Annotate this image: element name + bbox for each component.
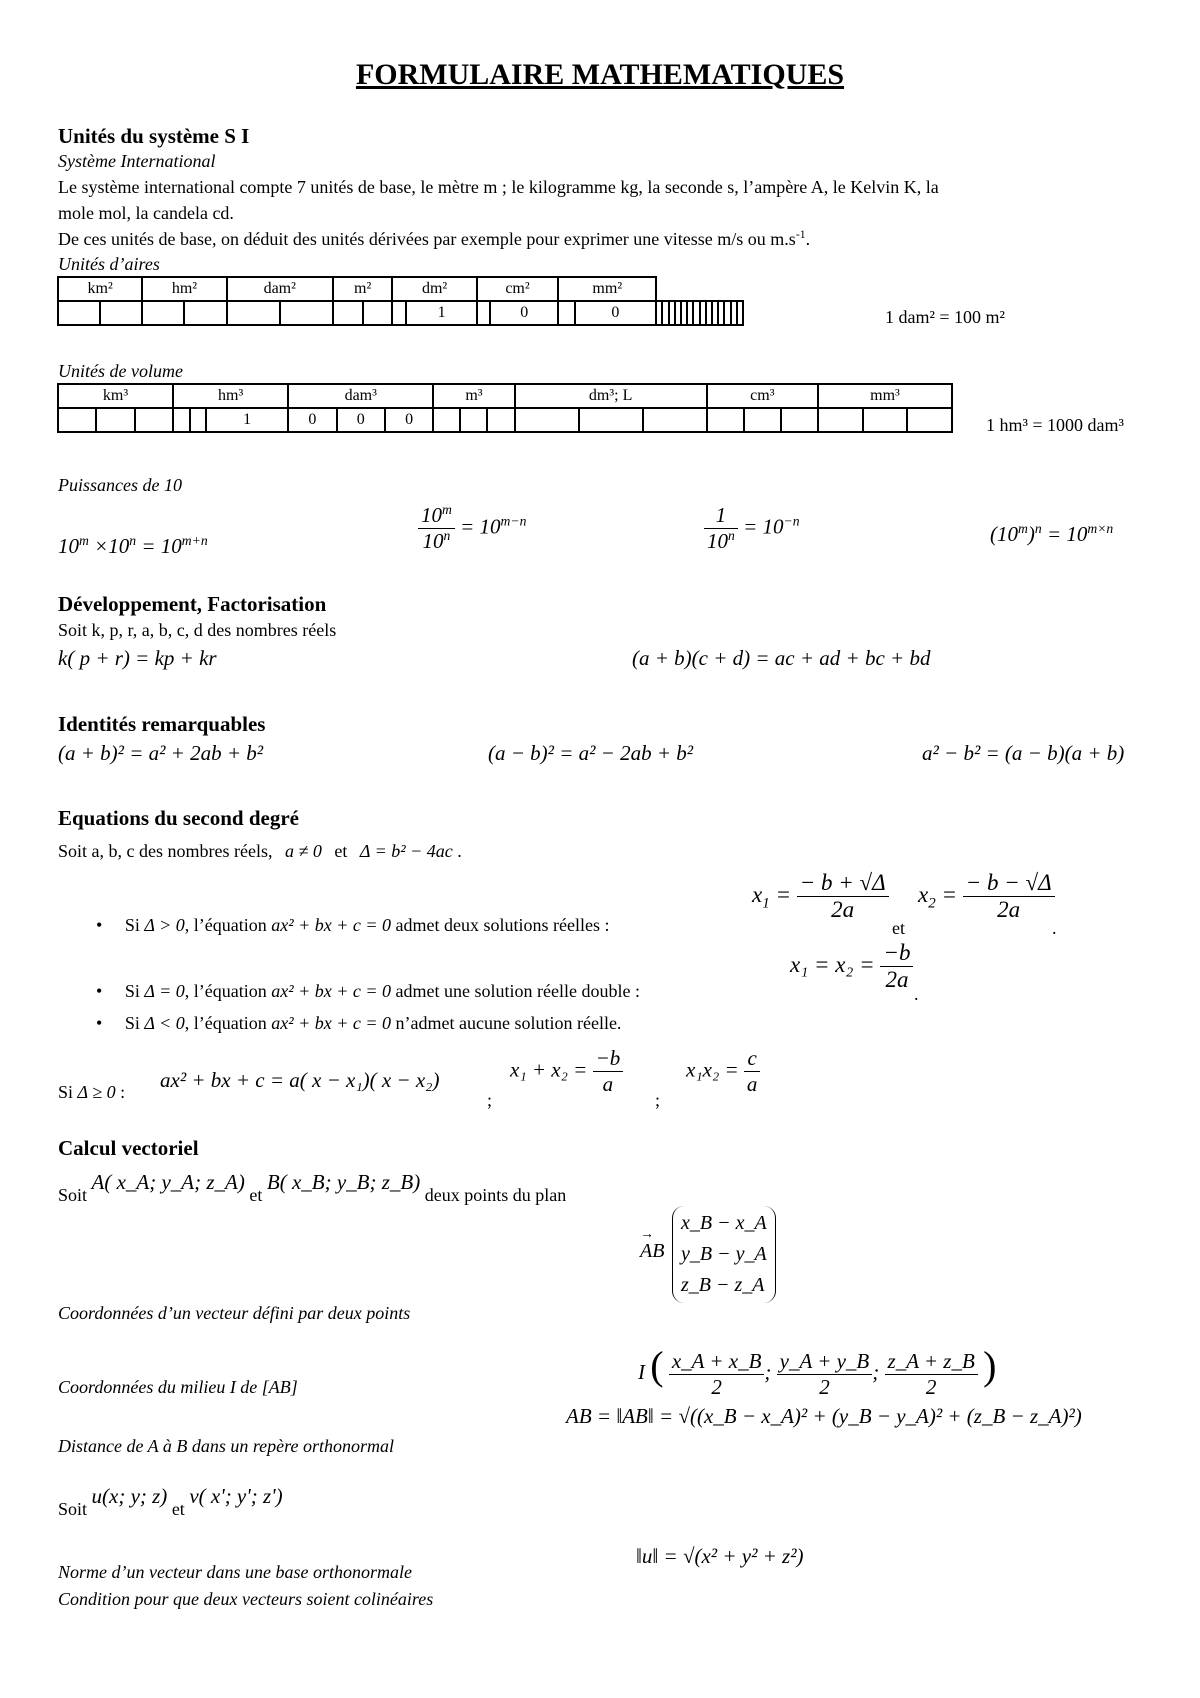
volume-digit-cell xyxy=(515,408,579,432)
volume-digit-cell xyxy=(863,408,908,432)
development-formula-1: k( p + r) = kp + kr xyxy=(58,646,217,670)
area-units-table xyxy=(57,276,744,326)
volume-header-cell: km³ xyxy=(58,384,173,408)
section-heading-development: Développement, Factorisation xyxy=(58,592,327,616)
sum-of-roots: x₁ + x₂ = $\frac{-b}{a}$ xyxy=(510,1046,623,1097)
area-digit-cell xyxy=(100,301,142,325)
identity-formula-1: (a + b)² = a² + 2ab + b² xyxy=(58,741,264,765)
volume-digit-cell xyxy=(579,408,643,432)
distance-label: Distance de A à B dans un repère orthonormal xyxy=(58,1436,394,1456)
section-heading-identities: Identités remarquables xyxy=(58,712,266,736)
si-paragraph-derived: De ces unités de base, on déduit des unités dérivées par exemple pour exprimer une vitesse m/s ou $m.s^{-1}$. xyxy=(58,228,811,249)
volume-digit-cell: 0 xyxy=(288,408,336,432)
colinear-label: Condition pour que deux vecteurs soient colinéaires xyxy=(58,1589,434,1609)
separator-2: ; xyxy=(655,1090,661,1110)
area-header-cell: dm² xyxy=(392,277,476,301)
development-formula-2: (a + b)(c + d) = ac + ad + bc + bd xyxy=(632,646,931,670)
powers-formula-product: $10^m \times 10^n = 10^{m+n}$ xyxy=(58,533,208,558)
volume-digit-cell xyxy=(135,408,173,432)
volume-digit-cell xyxy=(744,408,781,432)
volume-digit-cell: 0 xyxy=(385,408,433,432)
roots-et: et xyxy=(892,918,905,938)
product-of-roots: x₁x₂ = $\frac{c}{a}$ xyxy=(686,1046,760,1097)
volume-units-label: Unités de volume xyxy=(58,361,183,381)
area-header-cell: cm² xyxy=(477,277,559,301)
area-header-cell: dam² xyxy=(227,277,333,301)
volume-digit-cell xyxy=(643,408,707,432)
volume-digit-cell xyxy=(907,408,952,432)
area-digit-cell xyxy=(333,301,363,325)
norm-formula: ‖u‖ = √(x² + y² + z²) xyxy=(636,1544,804,1568)
area-cells-row xyxy=(58,301,743,325)
identity-formula-3: a² − b² = (a − b)(a + b) xyxy=(922,741,1125,765)
area-header-cell: mm² xyxy=(558,277,656,301)
area-digit-cell xyxy=(363,301,393,325)
area-digit-cell xyxy=(280,301,333,325)
vectors-uv-intro: Soit u(x; y; z) et v( x'; y'; z') xyxy=(58,1484,283,1519)
area-header-cell: m² xyxy=(333,277,393,301)
volume-digit-cell xyxy=(818,408,863,432)
volume-header-cell: mm³ xyxy=(818,384,952,408)
area-digit-cell: 1 xyxy=(406,301,476,325)
double-root-formula: x₁ = x₂ = $\frac{-b}{2a}$ xyxy=(790,940,913,993)
volume-digit-cell xyxy=(460,408,487,432)
si-paragraph-line2: mole mol, la candela cd. xyxy=(58,203,234,223)
double-root-dot: . xyxy=(914,984,919,1004)
separator-1: ; xyxy=(487,1090,493,1110)
root-x2-formula: $x_2$ = $\frac{- b - √\Delta}{2a}$ xyxy=(918,870,1055,923)
powers-formula-power: $(10^m)^n = 10^{m\times n}$ xyxy=(990,521,1114,546)
area-header-cell: hm² xyxy=(142,277,226,301)
area-header-cell: km² xyxy=(58,277,142,301)
volume-header-cell: m³ xyxy=(433,384,514,408)
factorized-form: ax² + bx + c = a( x − x₁)( x − x₂) xyxy=(160,1068,440,1092)
area-digit-cell xyxy=(58,301,100,325)
area-digit-cell xyxy=(184,301,226,325)
distance-formula: AB = ‖AB‖ = √((x_B − x_A)² + (y_B − y_A)² + (z_B − z_A)²) xyxy=(566,1404,1082,1428)
area-digit-cell xyxy=(227,301,280,325)
volume-digit-cell xyxy=(707,408,744,432)
volume-digit-cell xyxy=(487,408,514,432)
identity-formula-2: (a − b)² = a² − 2ab + b² xyxy=(488,741,694,765)
quadratic-bullet-3: • Si Δ < 0, l’équation ax² + bx + c = 0 n’admet aucune solution réelle. xyxy=(96,1013,622,1033)
area-digit-cell xyxy=(392,301,406,325)
powers-formula-quotient: $\frac{10^m}{10^n}$ = $10^{m-n}$ xyxy=(418,503,526,554)
si-paragraph-line1: Le système international compte 7 unités de base, le mètre m ; le kilogramme kg, la seconde s, l’ampère A, le Kelvin K, la xyxy=(58,177,939,197)
area-digit-cell xyxy=(477,301,491,325)
si-subtitle: Système International xyxy=(58,151,216,171)
area-digit-cell xyxy=(558,301,574,325)
vectors-intro: Soit A( x_A; y_A; z_A) et B( x_B; y_B; z_B) deux points du plan xyxy=(58,1170,567,1205)
volume-digit-cell xyxy=(433,408,460,432)
area-header-row xyxy=(58,277,743,301)
root-x1-formula: $x_1$ = $\frac{- b + √\Delta}{2a}$ xyxy=(752,870,889,923)
vector-ab-components: x_B − x_A y_B − y_A z_B − z_A xyxy=(672,1206,776,1303)
volume-header-cell: cm³ xyxy=(707,384,818,408)
volume-digit-cell xyxy=(190,408,206,432)
quadratic-bullet-1: • Si Δ > 0, l’équation ax² + bx + c = 0 admet deux solutions réelles : xyxy=(96,915,610,935)
area-units-label: Unités d’aires xyxy=(58,254,160,274)
area-digit-cell: 0 xyxy=(575,301,657,325)
volume-digit-cell xyxy=(781,408,818,432)
norm-label: Norme d’un vecteur dans une base orthonormale xyxy=(58,1562,412,1582)
factor-si: Si Δ ≥ 0 : xyxy=(58,1082,126,1102)
section-heading-quadratic: Equations du second degré xyxy=(58,806,299,830)
section-heading-vectors: Calcul vectoriel xyxy=(58,1136,199,1160)
volume-header-cell: hm³ xyxy=(173,384,288,408)
volume-header-row xyxy=(58,384,952,408)
area-digit-cell: 0 xyxy=(490,301,558,325)
area-digit-cell xyxy=(142,301,184,325)
vector-ab-label: → AB xyxy=(640,1227,665,1262)
roots-dot: . xyxy=(1052,918,1057,938)
quadratic-bullet-2: • Si Δ = 0, l’équation ax² + bx + c = 0 admet une solution réelle double : xyxy=(96,981,640,1001)
page-title: FORMULAIRE MATHEMATIQUES xyxy=(355,58,845,91)
powers-label: Puissances de 10 xyxy=(58,475,182,495)
section-heading-si: Unités du système S I xyxy=(58,124,250,148)
volume-conversion-note: 1 hm³ = 1000 dam³ xyxy=(986,415,1124,435)
volume-digit-cell xyxy=(58,408,96,432)
powers-formula-inverse: $\frac{1}{10^n}$ = $10^{-n}$ xyxy=(704,503,800,554)
volume-header-cell: dm³; L xyxy=(515,384,707,408)
midpoint-label: Coordonnées du milieu I de [AB] xyxy=(58,1377,298,1397)
area-conversion-note: 1 dam² = 100 m² xyxy=(885,307,1005,327)
area-digit-cell xyxy=(737,301,743,325)
development-intro: Soit k, p, r, a, b, c, d des nombres réels xyxy=(58,620,337,640)
volume-units-table xyxy=(57,383,953,433)
quadratic-intro: Soit a, b, c des nombres réels, a ≠ 0 et Δ = b² − 4ac . xyxy=(58,841,462,861)
volume-header-cell: dam³ xyxy=(288,384,433,408)
volume-digit-cell: 1 xyxy=(206,408,288,432)
vector-coordinates-label: Coordonnées d’un vecteur défini par deux points xyxy=(58,1303,411,1323)
volume-cells-row xyxy=(58,408,952,432)
midpoint-formula: I ( $\frac{x\_A + x\_B}{2}$ ; $\frac{y\_A + y\_B}{2}$ ; $\frac{z\_A + z\_B}{2}$ ) xyxy=(638,1343,997,1399)
volume-digit-cell: 0 xyxy=(337,408,385,432)
volume-digit-cell xyxy=(96,408,134,432)
volume-digit-cell xyxy=(173,408,189,432)
